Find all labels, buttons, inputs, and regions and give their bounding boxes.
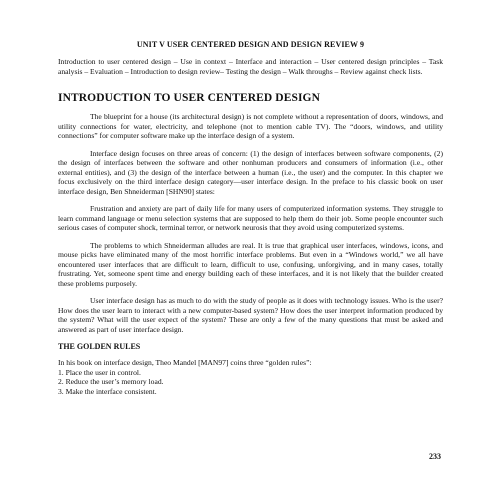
paragraph-problems: The problems to which Shneiderman alludes are real. It is true that graphical user interfaces, windows, icons, and mouse picks have eliminated many of the most horrific interface problems. But even in a “Windows world,” we all have encountered user interfaces that are difficult to learn, difficult to use, confusing, unforgiving, and in many cases, totally frustrating. Yet, someone spent time and energy building each of these interfaces, and it is not likely that the builder created these problems purposely. [58, 240, 443, 288]
paragraph-interface-areas: Interface design focuses on three areas of concern: (1) the design of interfaces between software components, (2) the design of interfaces between the software and other nonhuman producers and consumers of information (i.e., other external entities), and (3) the design of the interface between a human (i.e., the user) and the computer. In this chapter we focus exclusively on the third interface design category—user interface design. In the preface to his classic book on user interface design, Ben Shneiderman [SHN90] states: [58, 148, 443, 196]
paragraph-shneiderman-quote: Frustration and anxiety are part of daily life for many users of computerized information systems. They struggle to learn command language or menu selection systems that are supposed to help them do their job. Some people encounter such serious cases of computer shock, terminal terror, or network neurosis that they avoid using computerized systems. [58, 204, 443, 233]
unit-title: UNIT V USER CENTERED DESIGN AND DESIGN REVIEW 9 [136, 40, 365, 49]
paragraph-study-of-people: User interface design has as much to do with the study of people as it does with technology issues. Who is the user? How does the user learn to interact with a new computer-based system? How does the user interpret information produced by the system? What will the user expect of the system? These are only a few of the many questions that must be asked and answered as part of user interface design. [58, 296, 443, 334]
list-item: 1. Place the user in control. [58, 367, 141, 377]
list-item: 3. Make the interface consistent. [58, 386, 157, 396]
list-item: 2. Reduce the user’s memory load. [58, 377, 164, 387]
section-heading: INTRODUCTION TO USER CENTERED DESIGN [58, 92, 320, 105]
unit-syllabus: Introduction to user centered design – Use in context – Interface and interaction – User centered design principles – Task analysis – Evaluation – Introduction to design review– Testing the design – Walk throughs – Review against check lists. [58, 57, 443, 76]
page-number: 233 [429, 452, 441, 461]
golden-rules-list [58, 368, 443, 397]
golden-rules-heading: THE GOLDEN RULES [58, 342, 141, 352]
golden-rules-intro: In his book on interface design, Theo Mandel [MAN97] coins three “golden rules”: [58, 358, 312, 368]
paragraph-blueprint: The blueprint for a house (its architectural design) is not complete without a representation of doors, windows, and utility connections for water, electricity, and telephone (not to mention cable TV). The “doors, windows, and utility connections” for computer software make up the interface design of a system. [58, 112, 443, 141]
